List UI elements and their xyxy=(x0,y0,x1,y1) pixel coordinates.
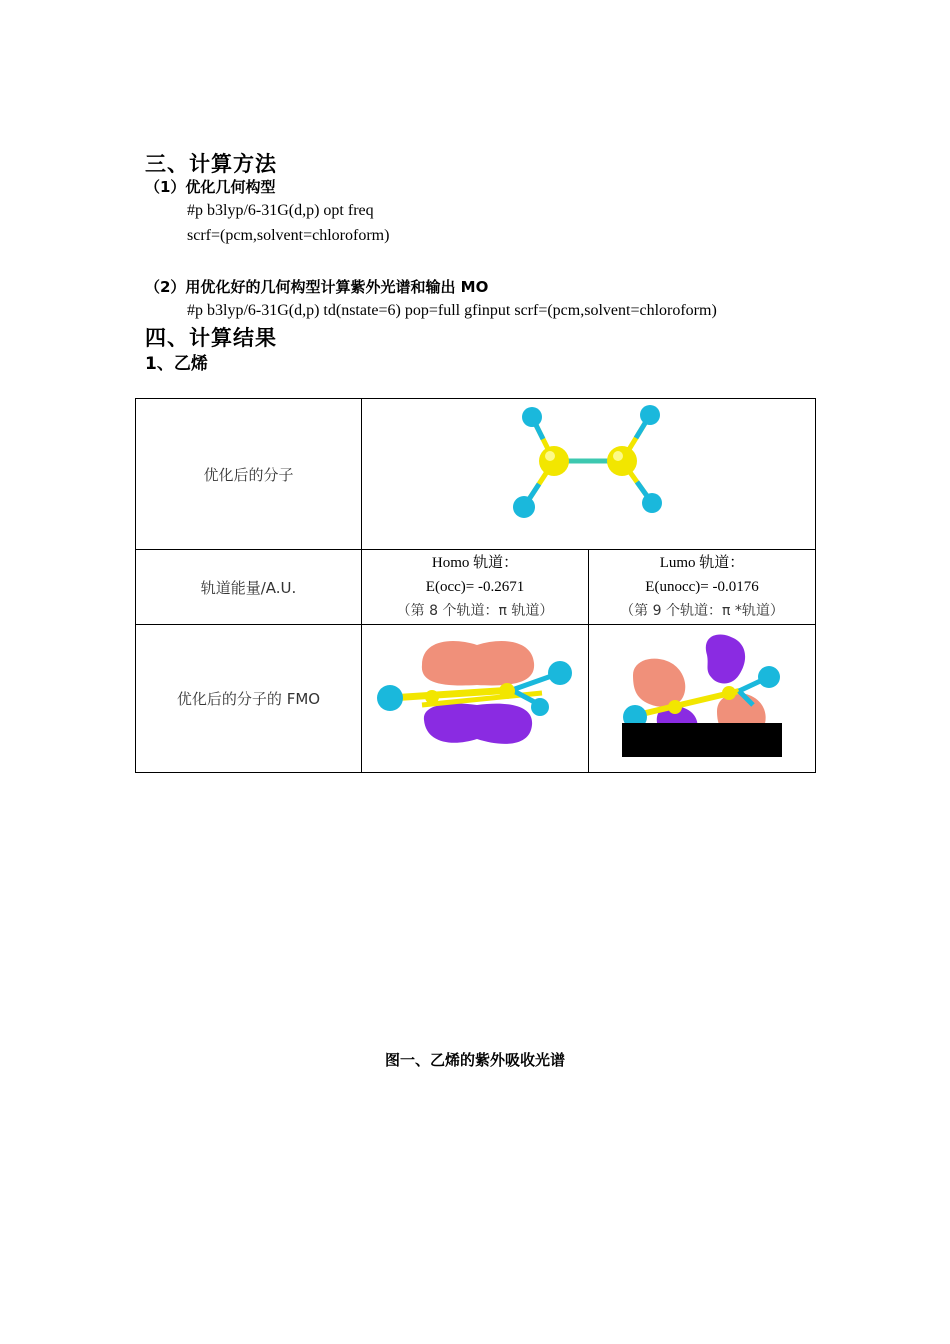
section-title-methods: 三、计算方法 xyxy=(145,152,277,176)
homo-title: Homo 轨道： xyxy=(431,555,519,571)
homo-note: （第 8 个轨道：π 轨道） xyxy=(396,603,554,619)
lumo-note: （第 9 个轨道：π *轨道） xyxy=(620,603,784,619)
homo-energy-value: E(occ)= -0.2671 xyxy=(425,579,525,595)
figure-caption: 图一、乙烯的紫外吸收光谱 xyxy=(384,1051,565,1069)
row-label-optimized-molecule: 优化后的分子 xyxy=(136,399,362,550)
homo-energy-cell xyxy=(362,550,589,625)
step2-title: （2）用优化好的几何构型计算紫外光谱和输出 MO xyxy=(145,278,489,296)
ethylene-molecule-image xyxy=(362,399,814,549)
lumo-energy-value: E(unocc)= -0.0176 xyxy=(645,579,759,595)
item-ethylene-heading: 1、乙烯 xyxy=(145,354,208,374)
lumo-orbital-image xyxy=(589,625,815,772)
homo-orbital-image xyxy=(362,625,588,772)
homo-orbital-cell xyxy=(362,625,589,773)
lumo-orbital-cell xyxy=(589,625,816,773)
results-table xyxy=(135,398,816,773)
optimized-molecule-cell xyxy=(362,399,816,550)
lumo-energy-cell xyxy=(589,550,816,625)
step1-route-line1: #p b3lyp/6-31G(d,p) opt freq xyxy=(187,202,374,219)
section-title-results: 四、计算结果 xyxy=(145,326,277,350)
row-label-fmo: 优化后的分子的 FMO xyxy=(136,625,362,773)
row-label-orbital-energy: 轨道能量/A.U. xyxy=(136,550,362,625)
step1-title: （1）优化几何构型 xyxy=(145,178,276,196)
step1-route-line2: scrf=(pcm,solvent=chloroform) xyxy=(187,227,390,244)
step2-route-line1: #p b3lyp/6-31G(d,p) td(nstate=6) pop=full gfinput scrf=(pcm,solvent=chloroform) xyxy=(187,302,717,319)
lumo-title: Lumo 轨道： xyxy=(659,555,745,571)
